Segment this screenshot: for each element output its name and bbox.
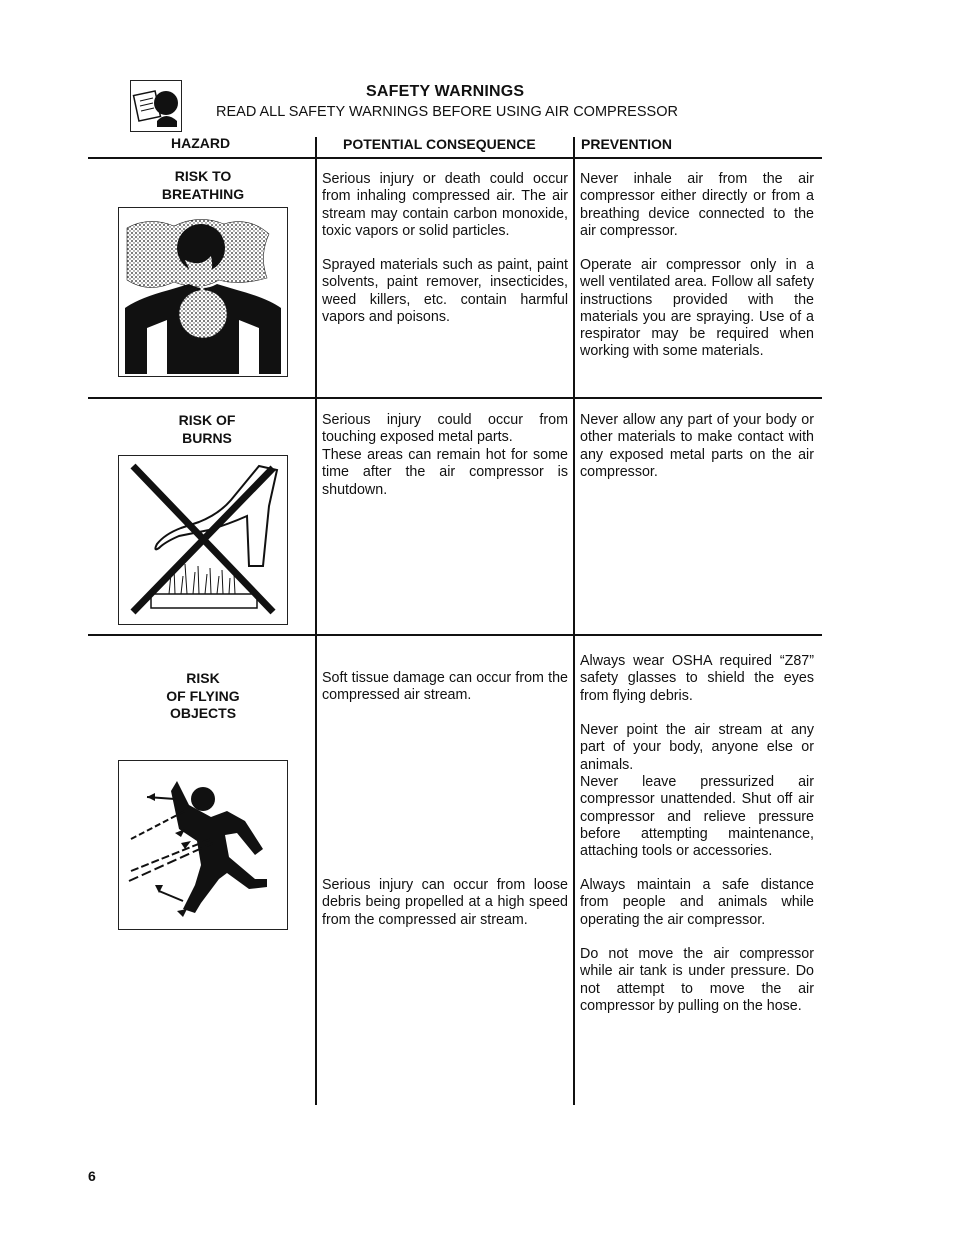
column-header-prevention: PREVENTION — [581, 136, 673, 152]
prevention-flying-objects-5: Do not move the air compressor while air tank is under pressure. Do not attempt to move the air compressor by pulling on the hose. — [580, 946, 814, 1014]
prevention-breathing-2: Operate air compressor only in a well ventilated area. Follow all safety instructions provided with the materials you are spraying. Use of a respirator may be required when working with some materials. — [580, 257, 814, 360]
consequence-flying-objects-2: Serious injury can occur from loose debris being propelled at a high speed from the compressed air stream. — [322, 877, 568, 928]
page-title: SAFETY WARNINGS — [366, 83, 525, 100]
column-divider — [573, 137, 575, 1105]
consequence-flying-objects-1: Soft tissue damage can occur from the compressed air stream. — [322, 670, 568, 704]
prevention-flying-objects-3: Never leave pressurized air compressor unattended. Shut off air compressor and relieve pressure before attempting maintenance, attaching tools or accessories. — [580, 774, 814, 860]
row-divider — [88, 634, 822, 636]
consequence-burns-1: Serious injury could occur from touching exposed metal parts. — [322, 412, 568, 446]
breathing-hazard-icon — [118, 207, 288, 377]
hazard-label-burns: RISK OF BURNS — [178, 412, 236, 446]
no-touch-hot-surface-icon — [118, 455, 288, 625]
column-header-consequence: POTENTIAL CONSEQUENCE — [343, 136, 536, 152]
prevention-flying-objects-1: Always wear OSHA required “Z87” safety glasses to shield the eyes from flying debris. — [580, 653, 814, 704]
page-subtitle: READ ALL SAFETY WARNINGS BEFORE USING AIR COMPRESSOR — [216, 104, 678, 120]
consequence-breathing-1: Serious injury or death could occur from inhaling compressed air. The air stream may contain carbon monoxide, toxic vapors or solid particles. — [322, 171, 568, 239]
page-number: 6 — [88, 1168, 96, 1184]
consequence-burns-2: These areas can remain hot for some time after the air compressor is shutdown. — [322, 447, 568, 498]
hazard-label-breathing: RISK TO BREATHING — [161, 168, 245, 202]
header-rule — [88, 157, 822, 159]
read-manual-icon — [130, 80, 182, 132]
consequence-breathing-2: Sprayed materials such as paint, paint solvents, paint remover, insecticides, weed killers, etc. contain harmful vapors and poisons. — [322, 257, 568, 325]
prevention-flying-objects-4: Always maintain a safe distance from people and animals while operating the air compressor. — [580, 877, 814, 928]
row-divider — [88, 397, 822, 399]
prevention-burns-1: Never allow any part of your body or other materials to make contact with any exposed metal parts on the air compressor. — [580, 412, 814, 480]
column-divider — [315, 137, 317, 1105]
flying-debris-icon — [118, 760, 288, 930]
prevention-flying-objects-2: Never point the air stream at any part of your body, anyone else or animals. — [580, 722, 814, 773]
column-header-hazard: HAZARD — [171, 135, 231, 151]
hazard-label-flying-objects: RISK OF FLYING OBJECTS — [166, 670, 240, 721]
prevention-breathing-1: Never inhale air from the air compressor either directly or from a breathing device connected to the air compressor. — [580, 171, 814, 239]
